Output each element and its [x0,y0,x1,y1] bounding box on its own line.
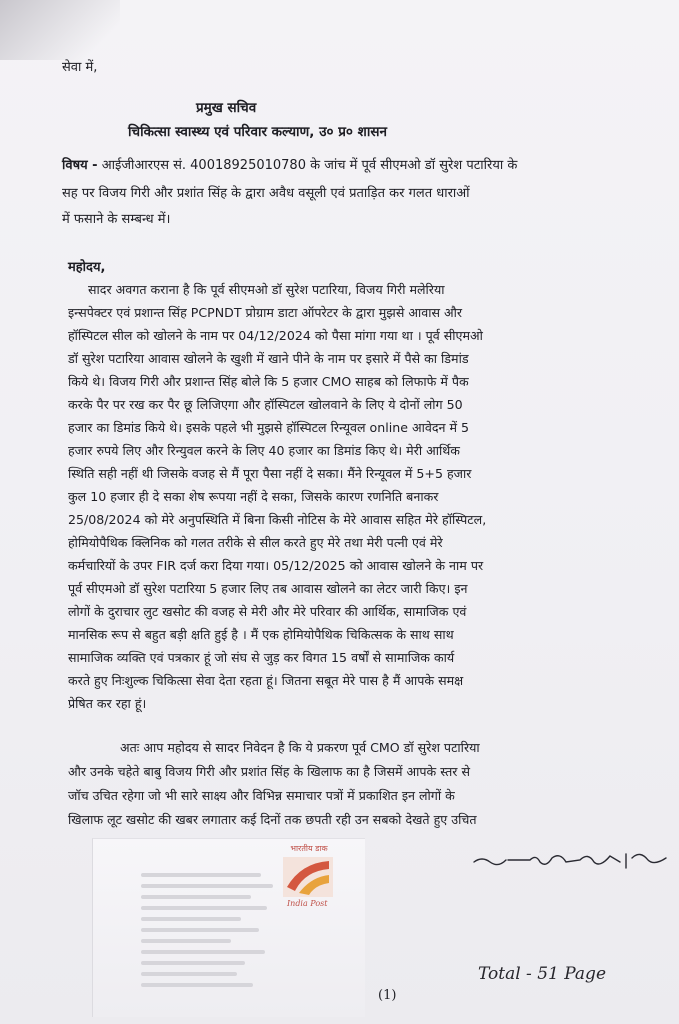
india-post-logo-icon [283,857,333,897]
body-line: लोगों के दुराचार लुट खसोट की वजह से मेरी और मेरे परिवार की आर्थिक, सामाजिक एवं [68,604,467,619]
body-line: होमियोपैथिक क्लिनिक को गलत तरीके से सील करते हुए मेरे तथा मेरी पत्नी एवं मेरे [68,535,443,550]
subject-label: विषय - [62,158,98,173]
body-line: स्थिति सही नहीं थी जिसके वजह से मैं पूरा पैसा नहीं दे सका। मैंने रिन्यूवल में 5+5 हजार [68,466,472,481]
handwritten-signature [470,846,670,876]
body-line: डॉ सुरेश पटारिया आवास खोलने के खुशी में खाने पीने के नाम पर इसारे में पैसे का डिमांड [68,351,469,366]
addressee-department: चिकित्सा स्वास्थ्य एवं परिवार कल्याण, उ० प्र० शासन [128,124,387,140]
salutation: सेवा में, [62,60,98,75]
subject-line-2: सह पर विजय गिरी और प्रशांत सिंह के द्वारा अवैध वसूली एवं प्रताड़ित कर गलत धाराओं [62,186,470,201]
body-line: करते हुए निःशुल्क चिकित्सा सेवा देता रहता हूं। जितना सबूत मेरे पास है मैं आपके समक्ष [68,673,464,688]
body-line: पूर्व सीएमओ डॉ सुरेश पटारिया 5 हजार लिए तब आवास खोलने का लेटर जारी किए। इन [68,581,468,596]
body-line: किये थे। विजय गिरी और प्रशान्त सिंह बोले कि 5 हजार CMO साहब को लिफाफे में पैक [68,374,469,389]
body-line: सामाजिक व्यक्ति एवं पत्रकार हूं जो संघ से जुड़ कर विगत 15 वर्षों से सामाजिक कार्य [68,650,455,665]
body-line: कुल 10 हजार ही दे सका शेष रूपया नहीं दे सका, जिसके कारण रणनिति बनाकर [68,489,439,504]
total-pages-note: Total - 51 Page [478,964,606,984]
body-line: हजार रुपये लिए और रिन्युवल करने के लिए 40 हजार का डिमांड किए थे। मेरी आर्थिक [68,443,460,458]
body-line: खिलाफ लूट खसोट की खबर लगातार कई दिनों तक छपती रही उन सबको देखते हुए उचित [68,812,477,827]
addressee-title: प्रमुख सचिव [196,100,257,116]
subject-line-3: में फसाने के सम्बन्ध में। [62,212,171,227]
body-line: इन्सपेक्टर एवं प्रशान्त सिंह PCPNDT प्रोग्राम डाटा ऑपरेटर के द्वारा मुझसे आवास और [68,305,463,320]
india-post-english: India Post [287,899,328,908]
page-corner-shadow [0,0,120,60]
body-line: और उनके चहेते बाबु विजय गिरी और प्रशांत सिंह के खिलाफ का है जिसमें आपके स्तर से [68,764,470,779]
faded-receipt-text [141,873,281,994]
body-line: करके पैर पर रख कर पैर छू लिजिएगा और हॉस्पिटल खोलवाने के लिए ये दोनों लोग 50 [68,397,463,412]
body-line: कर्मचारियों के उपर FIR दर्ज करा दिया गया। 05/12/2025 को आवास खोलने के नाम पर [68,558,484,573]
body-line: हजार का डिमांड किये थे। इसके पहले भी मुझसे हॉस्पिटल रिन्यूवल online आवेदन में 5 [68,420,470,435]
page-number: (1) [378,988,397,1003]
body-line: सादर अवगत कराना है कि पूर्व सीएमओ डॉ सुरेश पटारिया, विजय गिरी मलेरिया [88,282,445,297]
india-post-stamp [277,843,341,917]
india-post-hindi: भारतीय डाक [290,844,328,853]
body-line: जॉच उचित रहेगा जो भी सारे साक्ष्य और विभिन्न समाचार पत्रों में प्रकाशित इन लोगों के [68,788,455,803]
body-line: अतः आप महोदय से सादर निवेदन है कि ये प्रकरण पूर्व CMO डॉ सुरेश पटारिया [120,740,480,755]
subject-text: आईजीआरएस सं. 40018925010780 के जांच में पूर्व सीएमओ डॉ सुरेश पटारिया के [101,158,518,173]
body-line: मानसिक रूप से बहुत बड़ी क्षति हुई है । मैं एक होमियोपैथिक चिकित्सक के साथ साथ [68,627,454,642]
postal-receipt [92,838,365,1017]
body-line: 25/08/2024 को मेरे अनुपस्थिति में बिना किसी नोटिस के मेरे आवास सहित मेरे हॉस्पिटल, [68,512,487,527]
body-line: हॉस्पिटल सील को खोलने के नाम पर 04/12/2024 को पैसा मांगा गया था । पूर्व सीएमओ [68,328,483,343]
body-line: प्रेषित कर रहा हूं। [68,696,147,711]
subject-line-1 [62,158,642,174]
greeting: महोदय, [68,260,106,275]
